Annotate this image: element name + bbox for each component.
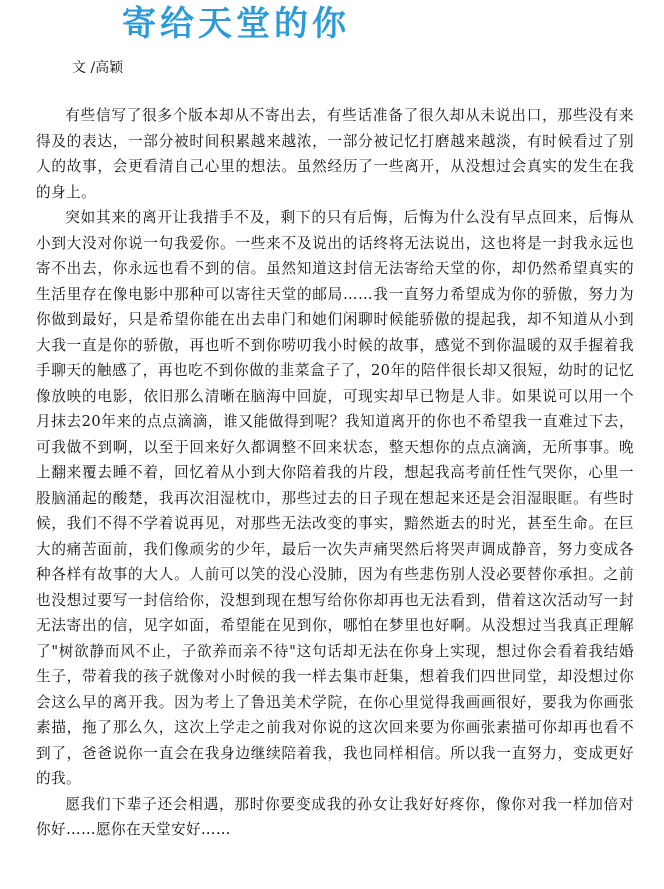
author-byline: 文 /高颖 bbox=[72, 60, 124, 76]
paragraph: 突如其来的离开让我措手不及，剩下的只有后悔，后悔为什么没有早点回来，后悔从小到大没对你说一句我爱你。一些来不及说出的话终将无法说出，这也将是一封我永远也寄不出去，你永远也看不到的信。虽然知道这封信无法寄给天堂的你，却仍然希望真实的生活里存在像电影中那种可以寄往天堂的邮局……我一直努力希望成为你的骄傲，努力为你做到最好，只是希望你能在出去串门和她们闲聊时候能骄傲的提起我，却不知道从小到大我一直是你的骄傲，再也听不到你唠叨我小时候的故事，感觉不到你温暖的双手握着我手聊天的触感了，再也吃不到你做的韭菜盒子了，20年的陪伴很长却又很短，幼时的记忆像放映的电影，依旧那么清晰在脑海中回旋，可现实却早已物是人非。如果说可以用一个月抹去20年来的点点滴滴，谁又能做得到呢？我知道离开的你也不希望我一直难过下去，可我做不到啊，以至于回来好久都调整不回来状态，整天想你的点点滴滴，无所事事。晚上翻来覆去睡不着，回忆着从小到大你陪着我的片段，想起我高考前任性气哭你，心里一股脑涌起的酸楚，我再次泪湿枕巾，那些过去的日子现在想起来还是会泪湿眼眶。有些时候，我们不得不学着说再见，对那些无法改变的事实，黯然逝去的时光，甚至生命。在巨大的痛苦面前，我们像顽劣的少年，最后一次失声痛哭然后将哭声调成静音，努力变成各种各样有故事的大人。人前可以笑的没心没肺，因为有些悲伤别人没必要替你承担。之前也没想过要写一封信给你，没想到现在想写给你你却再也无法看到，借着这次活动写一封无法寄出的信，见字如面，希望能在见到你，哪怕在梦里也好啊。从没想过当我真正理解了"树欲静而风不止，子欲养而亲不待"这句话却无法在你身上实现，想过你会看着我结婚生子，带着我的孩子就像对小时候的我一样去集市赶集，想着我们四世同堂，却没想过你会这么早的离开我。因为考上了鲁迅美术学院，在你心里觉得我画画很好，要我为你画张素描，拖了那么久，这次上学走之前我对你说的这次回来要为你画张素描可你却再也看不到了，爸爸说你一直会在我身边继续陪着我，我也同样相信。所以我一直努力，变成更好的我。 bbox=[36, 209, 634, 787]
document-title: 寄给天堂的你 bbox=[122, 4, 350, 44]
article-body bbox=[36, 103, 634, 843]
paragraph: 有些信写了很多个版本却从不寄出去，有些话准备了很久却从未说出口，那些没有来得及的表达，一部分被时间积累越来越浓，一部分被记忆打磨越来越淡，有时候看过了别人的故事，会更看清自己心里的想法。虽然经历了一些离开，从没想过会真实的发生在我的身上。 bbox=[36, 107, 634, 201]
paragraph: 愿我们下辈子还会相遇，那时你要变成我的孙女让我好好疼你，像你对我一样加倍对你好……愿你在天堂安好…… bbox=[36, 795, 634, 838]
